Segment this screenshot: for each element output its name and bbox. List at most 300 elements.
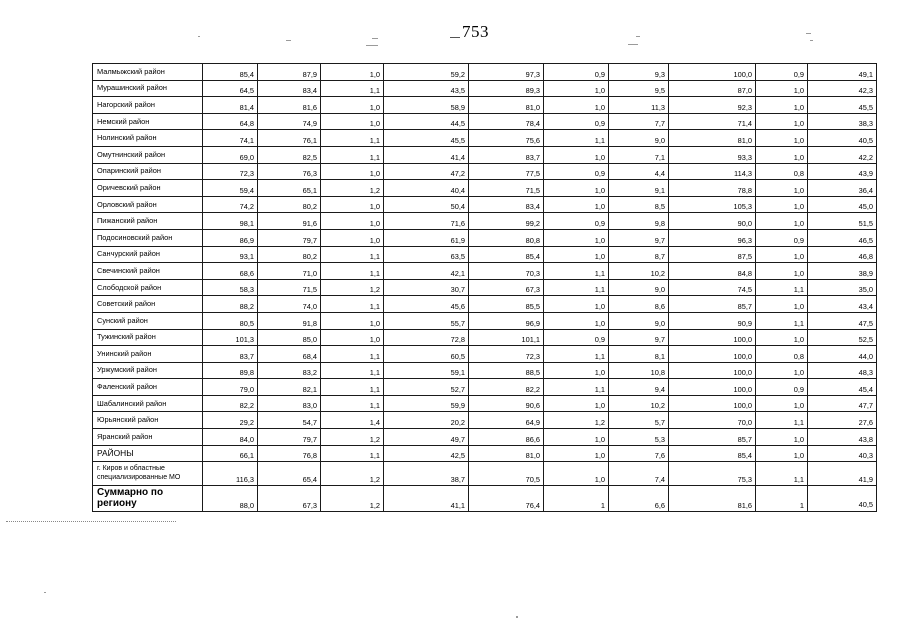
table-row (93, 412, 877, 429)
value-cell: 116,3 (203, 462, 258, 486)
value-cell: 74,0 (258, 296, 321, 313)
value-cell: 89,8 (203, 362, 258, 379)
value-cell: 1,0 (544, 395, 609, 412)
value-cell: 65,1 (258, 180, 321, 197)
value-cell: 1,0 (321, 163, 384, 180)
table-row (93, 279, 877, 296)
value-cell: 83,4 (258, 80, 321, 97)
value-cell: 79,7 (258, 229, 321, 246)
table-row (93, 379, 877, 396)
value-cell: 69,0 (203, 146, 258, 163)
value-cell: 81,0 (469, 97, 544, 114)
value-cell: 1,1 (321, 445, 384, 462)
value-cell: 42,1 (384, 263, 469, 280)
table-row (93, 296, 877, 313)
district-name: Суммарно по региону (93, 486, 203, 512)
value-cell: 84,0 (203, 429, 258, 446)
value-cell: 1,1 (321, 296, 384, 313)
value-cell: 76,1 (258, 130, 321, 147)
value-cell: 0,9 (756, 64, 808, 81)
value-cell: 71,5 (469, 180, 544, 197)
value-cell: 1 (544, 486, 609, 512)
district-name: г. Киров и областные специализированные МО (93, 462, 203, 486)
value-cell: 44,5 (384, 113, 469, 130)
value-cell: 1,0 (321, 312, 384, 329)
value-cell: 45,4 (808, 379, 877, 396)
value-cell: 89,3 (469, 80, 544, 97)
value-cell: 1,0 (756, 97, 808, 114)
district-name: Фаленский район (93, 379, 203, 396)
value-cell: 1,0 (544, 196, 609, 213)
value-cell: 90,0 (669, 213, 756, 230)
value-cell: 47,7 (808, 395, 877, 412)
value-cell: 79,7 (258, 429, 321, 446)
value-cell: 45,5 (384, 130, 469, 147)
value-cell: 4,4 (609, 163, 669, 180)
value-cell: 1,1 (321, 346, 384, 363)
value-cell: 100,0 (669, 362, 756, 379)
table-row (93, 229, 877, 246)
value-cell: 70,5 (469, 462, 544, 486)
value-cell: 84,8 (669, 263, 756, 280)
district-name: Нагорский район (93, 97, 203, 114)
value-cell: 100,0 (669, 64, 756, 81)
value-cell: 1,1 (756, 462, 808, 486)
value-cell: 1,0 (756, 180, 808, 197)
value-cell: 38,7 (384, 462, 469, 486)
value-cell: 1,1 (321, 146, 384, 163)
value-cell: 43,8 (808, 429, 877, 446)
value-cell: 1,0 (544, 180, 609, 197)
table-row (93, 180, 877, 197)
value-cell: 80,5 (203, 312, 258, 329)
value-cell: 83,0 (258, 395, 321, 412)
value-cell: 74,2 (203, 196, 258, 213)
value-cell: 42,3 (808, 80, 877, 97)
value-cell: 1,0 (321, 97, 384, 114)
value-cell: 67,3 (469, 279, 544, 296)
value-cell: 1,0 (321, 64, 384, 81)
value-cell: 40,5 (808, 486, 877, 512)
value-cell: 1,1 (544, 346, 609, 363)
value-cell: 74,9 (258, 113, 321, 130)
value-cell: 1,1 (321, 362, 384, 379)
value-cell: 45,5 (808, 97, 877, 114)
table-body (93, 64, 877, 512)
value-cell: 8,6 (609, 296, 669, 313)
value-cell: 1,0 (544, 80, 609, 97)
value-cell: 75,3 (669, 462, 756, 486)
value-cell: 8,7 (609, 246, 669, 263)
value-cell: 27,6 (808, 412, 877, 429)
value-cell: 1,1 (544, 279, 609, 296)
value-cell: 40,3 (808, 445, 877, 462)
table-row (93, 445, 877, 462)
value-cell: 38,9 (808, 263, 877, 280)
value-cell: 64,5 (203, 80, 258, 97)
value-cell: 81,6 (669, 486, 756, 512)
value-cell: 1,0 (544, 362, 609, 379)
value-cell: 1,1 (544, 263, 609, 280)
value-cell: 40,4 (384, 180, 469, 197)
value-cell: 0,9 (544, 329, 609, 346)
value-cell: 1,0 (544, 246, 609, 263)
table-row (93, 429, 877, 446)
district-name: Мурашинский район (93, 80, 203, 97)
value-cell: 1,1 (321, 263, 384, 280)
value-cell: 1,1 (544, 130, 609, 147)
value-cell: 96,9 (469, 312, 544, 329)
value-cell: 88,5 (469, 362, 544, 379)
footer-rule (6, 521, 176, 522)
table-row (93, 395, 877, 412)
value-cell: 100,0 (669, 329, 756, 346)
district-name: Омутнинский район (93, 146, 203, 163)
value-cell: 93,1 (203, 246, 258, 263)
value-cell: 9,1 (609, 180, 669, 197)
value-cell: 1,0 (544, 429, 609, 446)
value-cell: 1,2 (321, 486, 384, 512)
value-cell: 1,0 (756, 263, 808, 280)
value-cell: 68,4 (258, 346, 321, 363)
value-cell: 81,4 (203, 97, 258, 114)
value-cell: 64,9 (469, 412, 544, 429)
district-name: Уржумский район (93, 362, 203, 379)
value-cell: 91,6 (258, 213, 321, 230)
value-cell: 41,1 (384, 486, 469, 512)
district-name: Тужинский район (93, 329, 203, 346)
district-name: Нолинский район (93, 130, 203, 147)
value-cell: 101,3 (203, 329, 258, 346)
value-cell: 1,1 (321, 130, 384, 147)
value-cell: 76,8 (258, 445, 321, 462)
value-cell: 85,0 (258, 329, 321, 346)
value-cell: 46,8 (808, 246, 877, 263)
district-name: Унинский район (93, 346, 203, 363)
value-cell: 61,9 (384, 229, 469, 246)
value-cell: 38,3 (808, 113, 877, 130)
value-cell: 100,0 (669, 346, 756, 363)
table-row (93, 263, 877, 280)
value-cell: 59,9 (384, 395, 469, 412)
value-cell: 49,7 (384, 429, 469, 446)
value-cell: 1,0 (756, 362, 808, 379)
value-cell: 82,2 (203, 395, 258, 412)
value-cell: 63,5 (384, 246, 469, 263)
value-cell: 1,2 (321, 279, 384, 296)
value-cell: 1,0 (756, 246, 808, 263)
value-cell: 82,2 (469, 379, 544, 396)
district-name: Свечинский район (93, 263, 203, 280)
value-cell: 45,0 (808, 196, 877, 213)
value-cell: 36,4 (808, 180, 877, 197)
value-cell: 78,8 (669, 180, 756, 197)
value-cell: 55,7 (384, 312, 469, 329)
value-cell: 1,0 (321, 113, 384, 130)
value-cell: 54,7 (258, 412, 321, 429)
value-cell: 60,5 (384, 346, 469, 363)
value-cell: 80,2 (258, 196, 321, 213)
value-cell: 1,0 (544, 296, 609, 313)
value-cell: 83,4 (469, 196, 544, 213)
value-cell: 64,8 (203, 113, 258, 130)
value-cell: 1,1 (321, 80, 384, 97)
district-name: Шабалинский район (93, 395, 203, 412)
value-cell: 9,3 (609, 64, 669, 81)
value-cell: 90,6 (469, 395, 544, 412)
value-cell: 1,2 (321, 462, 384, 486)
value-cell: 85,5 (469, 296, 544, 313)
district-name: Слободской район (93, 279, 203, 296)
value-cell: 86,6 (469, 429, 544, 446)
value-cell: 9,0 (609, 312, 669, 329)
district-name: Советский район (93, 296, 203, 313)
value-cell: 1,0 (756, 113, 808, 130)
value-cell: 51,5 (808, 213, 877, 230)
value-cell: 1,0 (756, 80, 808, 97)
table-row (93, 97, 877, 114)
value-cell: 1,0 (544, 229, 609, 246)
value-cell: 1,0 (756, 329, 808, 346)
value-cell: 1,0 (756, 213, 808, 230)
value-cell: 0,9 (544, 163, 609, 180)
table-row (93, 130, 877, 147)
value-cell: 1,0 (321, 329, 384, 346)
value-cell: 52,5 (808, 329, 877, 346)
value-cell: 20,2 (384, 412, 469, 429)
value-cell: 43,4 (808, 296, 877, 313)
value-cell: 71,6 (384, 213, 469, 230)
value-cell: 1,0 (756, 429, 808, 446)
table-row (93, 213, 877, 230)
value-cell: 1 (756, 486, 808, 512)
value-cell: 71,5 (258, 279, 321, 296)
district-name: Оричевский район (93, 180, 203, 197)
value-cell: 1,2 (321, 429, 384, 446)
table-row (93, 64, 877, 81)
table-row (93, 346, 877, 363)
value-cell: 85,7 (669, 429, 756, 446)
value-cell: 86,9 (203, 229, 258, 246)
value-cell: 42,2 (808, 146, 877, 163)
value-cell: 70,0 (669, 412, 756, 429)
value-cell: 90,9 (669, 312, 756, 329)
value-cell: 46,5 (808, 229, 877, 246)
district-name: Малмыжский район (93, 64, 203, 81)
value-cell: 81,0 (669, 130, 756, 147)
value-cell: 1,0 (544, 445, 609, 462)
value-cell: 30,7 (384, 279, 469, 296)
table-row (93, 329, 877, 346)
value-cell: 7,4 (609, 462, 669, 486)
value-cell: 7,7 (609, 113, 669, 130)
value-cell: 1,0 (321, 196, 384, 213)
value-cell: 40,5 (808, 130, 877, 147)
value-cell: 1,0 (756, 395, 808, 412)
value-cell: 9,8 (609, 213, 669, 230)
value-cell: 1,4 (321, 412, 384, 429)
value-cell: 88,0 (203, 486, 258, 512)
value-cell: 74,5 (669, 279, 756, 296)
value-cell: 9,5 (609, 80, 669, 97)
value-cell: 68,6 (203, 263, 258, 280)
value-cell: 81,0 (469, 445, 544, 462)
value-cell: 52,7 (384, 379, 469, 396)
value-cell: 1,0 (756, 445, 808, 462)
value-cell: 9,7 (609, 329, 669, 346)
value-cell: 59,1 (384, 362, 469, 379)
value-cell: 72,3 (469, 346, 544, 363)
value-cell: 97,3 (469, 64, 544, 81)
value-cell: 9,7 (609, 229, 669, 246)
value-cell: 93,3 (669, 146, 756, 163)
value-cell: 101,1 (469, 329, 544, 346)
value-cell: 0,9 (756, 229, 808, 246)
value-cell: 1,0 (756, 146, 808, 163)
value-cell: 35,0 (808, 279, 877, 296)
value-cell: 1,1 (756, 412, 808, 429)
value-cell: 66,1 (203, 445, 258, 462)
table-row (93, 80, 877, 97)
value-cell: 78,4 (469, 113, 544, 130)
value-cell: 59,4 (203, 180, 258, 197)
district-name: Сунский район (93, 312, 203, 329)
value-cell: 1,0 (321, 213, 384, 230)
value-cell: 1,0 (756, 196, 808, 213)
value-cell: 11,3 (609, 97, 669, 114)
page-number: 753 (462, 22, 489, 41)
value-cell: 1,1 (756, 312, 808, 329)
value-cell: 1,0 (321, 229, 384, 246)
district-name: Опаринский район (93, 163, 203, 180)
value-cell: 48,3 (808, 362, 877, 379)
value-cell: 9,0 (609, 279, 669, 296)
value-cell: 1,0 (544, 462, 609, 486)
value-cell: 83,7 (469, 146, 544, 163)
value-cell: 92,3 (669, 97, 756, 114)
table-row (93, 146, 877, 163)
district-name: Пижанский район (93, 213, 203, 230)
value-cell: 81,6 (258, 97, 321, 114)
value-cell: 65,4 (258, 462, 321, 486)
value-cell: 44,0 (808, 346, 877, 363)
value-cell: 5,7 (609, 412, 669, 429)
value-cell: 87,5 (669, 246, 756, 263)
value-cell: 100,0 (669, 395, 756, 412)
value-cell: 1,0 (544, 312, 609, 329)
district-name: Немский район (93, 113, 203, 130)
value-cell: 43,9 (808, 163, 877, 180)
district-name: РАЙОНЫ (93, 445, 203, 462)
value-cell: 72,8 (384, 329, 469, 346)
table-row (93, 113, 877, 130)
value-cell: 1,1 (321, 379, 384, 396)
value-cell: 75,6 (469, 130, 544, 147)
value-cell: 45,6 (384, 296, 469, 313)
district-name: Санчурский район (93, 246, 203, 263)
district-name: Юрьянский район (93, 412, 203, 429)
value-cell: 47,2 (384, 163, 469, 180)
table-row (93, 462, 877, 486)
value-cell: 80,8 (469, 229, 544, 246)
value-cell: 41,9 (808, 462, 877, 486)
value-cell: 83,2 (258, 362, 321, 379)
value-cell: 29,2 (203, 412, 258, 429)
table-row (93, 246, 877, 263)
value-cell: 6,6 (609, 486, 669, 512)
value-cell: 43,5 (384, 80, 469, 97)
value-cell: 79,0 (203, 379, 258, 396)
value-cell: 1,1 (544, 379, 609, 396)
value-cell: 9,4 (609, 379, 669, 396)
value-cell: 59,2 (384, 64, 469, 81)
value-cell: 96,3 (669, 229, 756, 246)
value-cell: 5,3 (609, 429, 669, 446)
value-cell: 1,0 (544, 97, 609, 114)
value-cell: 58,9 (384, 97, 469, 114)
value-cell: 85,4 (469, 246, 544, 263)
value-cell: 87,0 (669, 80, 756, 97)
value-cell: 88,2 (203, 296, 258, 313)
value-cell: 1,0 (756, 130, 808, 147)
table-row (93, 486, 877, 512)
value-cell: 0,9 (544, 113, 609, 130)
district-name: Яранский район (93, 429, 203, 446)
value-cell: 42,5 (384, 445, 469, 462)
value-cell: 1,0 (544, 146, 609, 163)
value-cell: 72,3 (203, 163, 258, 180)
value-cell: 114,3 (669, 163, 756, 180)
district-name: Подосиновский район (93, 229, 203, 246)
value-cell: 100,0 (669, 379, 756, 396)
table-row (93, 196, 877, 213)
value-cell: 85,4 (669, 445, 756, 462)
value-cell: 8,5 (609, 196, 669, 213)
value-cell: 10,8 (609, 362, 669, 379)
value-cell: 77,5 (469, 163, 544, 180)
value-cell: 76,3 (258, 163, 321, 180)
value-cell: 10,2 (609, 395, 669, 412)
value-cell: 49,1 (808, 64, 877, 81)
value-cell: 71,0 (258, 263, 321, 280)
value-cell: 82,1 (258, 379, 321, 396)
value-cell: 9,0 (609, 130, 669, 147)
value-cell: 0,9 (544, 64, 609, 81)
value-cell: 10,2 (609, 263, 669, 280)
value-cell: 0,9 (544, 213, 609, 230)
value-cell: 0,9 (756, 379, 808, 396)
value-cell: 0,8 (756, 346, 808, 363)
value-cell: 1,0 (756, 296, 808, 313)
value-cell: 85,4 (203, 64, 258, 81)
value-cell: 50,4 (384, 196, 469, 213)
value-cell: 8,1 (609, 346, 669, 363)
table-row (93, 362, 877, 379)
value-cell: 41,4 (384, 146, 469, 163)
table-row (93, 312, 877, 329)
statistics-table (92, 63, 877, 512)
value-cell: 1,1 (756, 279, 808, 296)
value-cell: 1,1 (321, 395, 384, 412)
value-cell: 47,5 (808, 312, 877, 329)
value-cell: 7,6 (609, 445, 669, 462)
value-cell: 1,2 (544, 412, 609, 429)
value-cell: 1,1 (321, 246, 384, 263)
value-cell: 98,1 (203, 213, 258, 230)
value-cell: 70,3 (469, 263, 544, 280)
value-cell: 74,1 (203, 130, 258, 147)
value-cell: 80,2 (258, 246, 321, 263)
